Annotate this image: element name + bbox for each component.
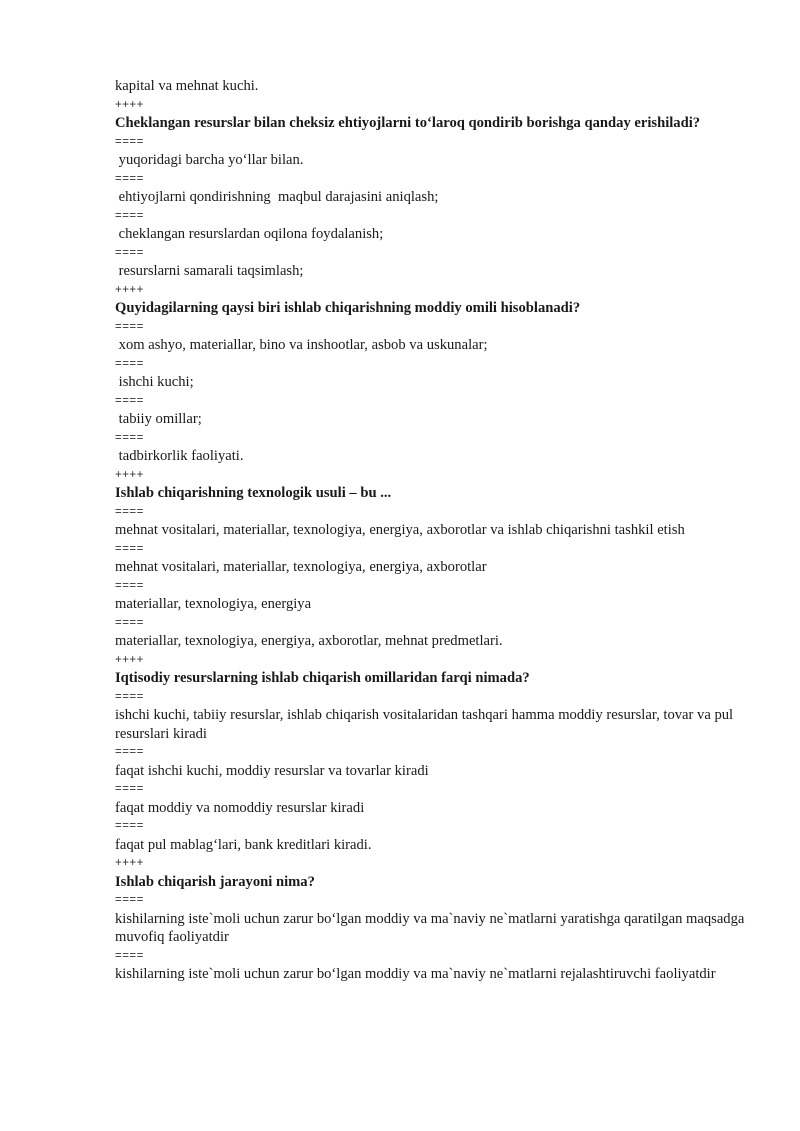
separator-line: ==== <box>115 135 144 148</box>
answer-option-text: ishchi kuchi; <box>115 374 194 390</box>
answer-option-text: xom ashyo, materiallar, bino va inshootlar, asbob va uskunalar; <box>115 337 488 353</box>
answer-option-text: faqat moddiy va nomoddiy resurslar kiradi <box>115 799 365 816</box>
separator-line: ==== <box>115 949 144 962</box>
answer-option-text: tadbirkorlik faoliyati. <box>115 448 244 464</box>
separator-line: ==== <box>115 542 144 555</box>
separator-line: ++++ <box>115 653 144 666</box>
separator-line: ++++ <box>115 98 144 111</box>
answer-option-text: yuqoridagi barcha yoʻllar bilan. <box>115 152 304 168</box>
separator-line: ==== <box>115 783 144 795</box>
answer-option-text: ehtiyojlarni qondirishning maqbul darajasini aniqlash; <box>115 189 439 205</box>
separator-line: ==== <box>115 820 144 832</box>
separator-line: ==== <box>115 431 144 444</box>
answer-option-text: materiallar, texnologiya, energiya, axborotlar, mehnat predmetlari. <box>115 633 503 649</box>
question-text: Ishlab chiqarishning texnologik usuli – bu ... <box>115 485 392 501</box>
answer-option-text: kishilarning iste`moli uchun zarur boʻlgan moddiy va ma`naviy ne`matlarni yaratishga qaratilgan maqsadga muvofiq faoliyatdir <box>115 910 749 945</box>
answer-option-text: mehnat vositalari, materiallar, texnologiya, energiya, axborotlar va ishlab chiqarishni tashkil etish <box>115 522 685 538</box>
answer-option-text: cheklangan resurslardan oqilona foydalanish; <box>115 226 384 242</box>
answer-option-text: faqat pul mablagʻlari, bank kreditlari kiradi. <box>115 836 372 853</box>
separator-line: ==== <box>115 505 144 518</box>
question-text: Quyidagilarning qaysi biri ishlab chiqarishning moddiy omili hisoblanadi? <box>115 300 581 316</box>
separator-line: ++++ <box>115 283 144 296</box>
separator-line: ++++ <box>115 857 144 869</box>
answer-option-text: kapital va mehnat kuchi. <box>115 78 259 94</box>
separator-line: ==== <box>115 394 144 407</box>
separator-line: ==== <box>115 172 144 185</box>
question-text: Ishlab chiqarish jarayoni nima? <box>115 873 315 890</box>
separator-line: ==== <box>115 894 144 906</box>
separator-line: ==== <box>115 746 144 758</box>
separator-line: ++++ <box>115 468 144 481</box>
separator-line: ==== <box>115 246 144 259</box>
document-page <box>115 77 755 984</box>
answer-option-text: kishilarning iste`moli uchun zarur boʻlgan moddiy va ma`naviy ne`matlarni rejalashtiruvchi faoliyatdir <box>115 966 716 982</box>
answer-option-text: resurslarni samarali taqsimlash; <box>115 263 304 279</box>
answer-option-text: materiallar, texnologiya, energiya <box>115 596 312 612</box>
separator-line: ==== <box>115 357 144 370</box>
question-text: Iqtisodiy resurslarning ishlab chiqarish omillaridan farqi nimada? <box>115 670 530 686</box>
separator-line: ==== <box>115 690 144 703</box>
answer-option-text: ishchi kuchi, tabiiy resurslar, ishlab chiqarish vositalaridan tashqari hamma moddiy resurslar, tovar va pul resurslari kiradi <box>115 707 737 742</box>
separator-line: ==== <box>115 209 144 222</box>
separator-line: ==== <box>115 616 144 629</box>
answer-option-text: faqat ishchi kuchi, moddiy resurslar va tovarlar kiradi <box>115 762 429 779</box>
answer-option-text: tabiiy omillar; <box>115 411 202 427</box>
separator-line: ==== <box>115 320 144 333</box>
answer-option-text: mehnat vositalari, materiallar, texnologiya, energiya, axborotlar <box>115 559 487 575</box>
question-text: Cheklangan resurslar bilan cheksiz ehtiyojlarni toʻlaroq qondirib borishga qanday erishiladi? <box>115 115 701 131</box>
separator-line: ==== <box>115 579 144 592</box>
